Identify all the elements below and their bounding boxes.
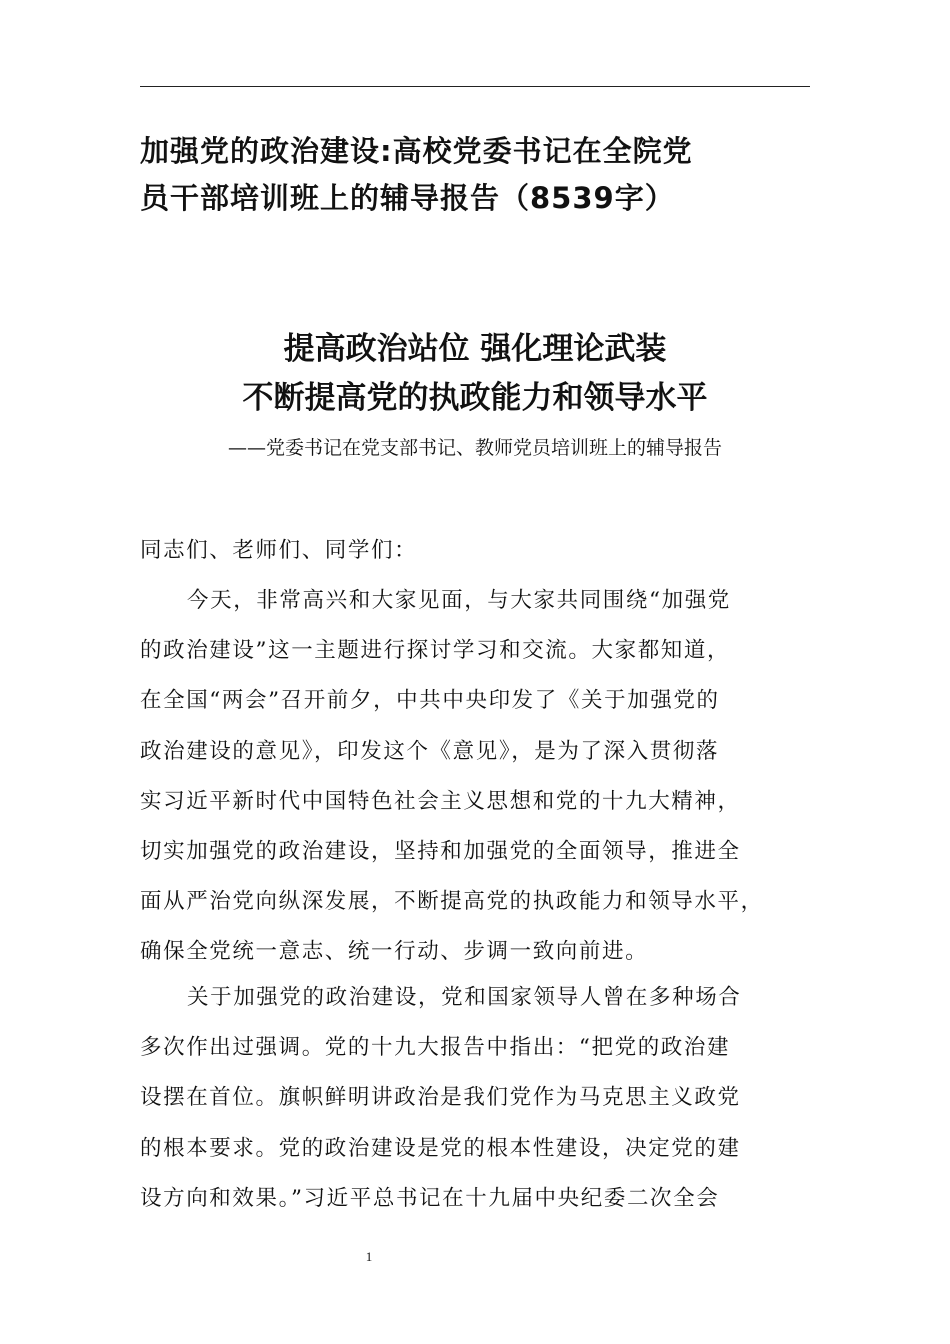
salutation: 同志们、老师们、同学们： bbox=[140, 538, 418, 563]
header-rule bbox=[140, 86, 810, 87]
paragraph-line: 设方向和效果。”习近平总书记在十九届中央纪委二次全会 bbox=[140, 1185, 720, 1211]
paragraph-line: 切实加强党的政治建设，坚持和加强党的全面领导，推进全 bbox=[140, 839, 741, 865]
speech-subtitle: ——党委书记在党支部书记、教师党员培训班上的辅导报告 bbox=[227, 437, 722, 459]
page-number: 1 bbox=[365, 1249, 373, 1264]
paragraph-line: 面从严治党向纵深发展，不断提高党的执政能力和领导水平， bbox=[140, 889, 764, 915]
speech-headline-line: 提高政治站位 强化理论武装 bbox=[283, 331, 667, 367]
paragraph-line: 政治建设的意见》，印发这个《意见》，是为了深入贯彻落 bbox=[140, 738, 720, 764]
paragraph-line: 在全国“两会”召开前夕，中共中央印发了《关于加强党的 bbox=[140, 688, 720, 714]
document-title bbox=[140, 128, 830, 222]
paragraph-line: 设摆在首位。旗帜鲜明讲政治是我们党作为马克思主义政党 bbox=[140, 1085, 741, 1111]
paragraph-line: 的根本要求。党的政治建设是党的根本性建设，决定党的建 bbox=[140, 1135, 741, 1161]
paragraph bbox=[140, 973, 820, 1224]
paragraph-line: 关于加强党的政治建设，党和国家领导人曾在多种场合 bbox=[187, 985, 742, 1010]
document-title-line: 员干部培训班上的辅导报告（8539字） bbox=[140, 181, 675, 215]
paragraph-line: 实习近平新时代中国特色社会主义思想和党的十九大精神， bbox=[140, 788, 741, 814]
speech-headline-line: 不断提高党的执政能力和领导水平 bbox=[242, 380, 708, 416]
paragraph-line: 确保全党统一意志、统一行动、步调一致向前进。 bbox=[140, 939, 649, 965]
paragraph-line: 的政治建设”这一主题进行探讨学习和交流。大家都知道， bbox=[140, 638, 731, 664]
paragraph-line: 多次作出过强调。党的十九大报告中指出：“把党的政治建 bbox=[140, 1035, 731, 1061]
paragraph bbox=[140, 576, 820, 978]
document-title-line: 加强党的政治建设:高校党委书记在全院党 bbox=[140, 134, 693, 168]
paragraph-line: 今天，非常高兴和大家见面，与大家共同围绕“加强党 bbox=[187, 588, 731, 613]
